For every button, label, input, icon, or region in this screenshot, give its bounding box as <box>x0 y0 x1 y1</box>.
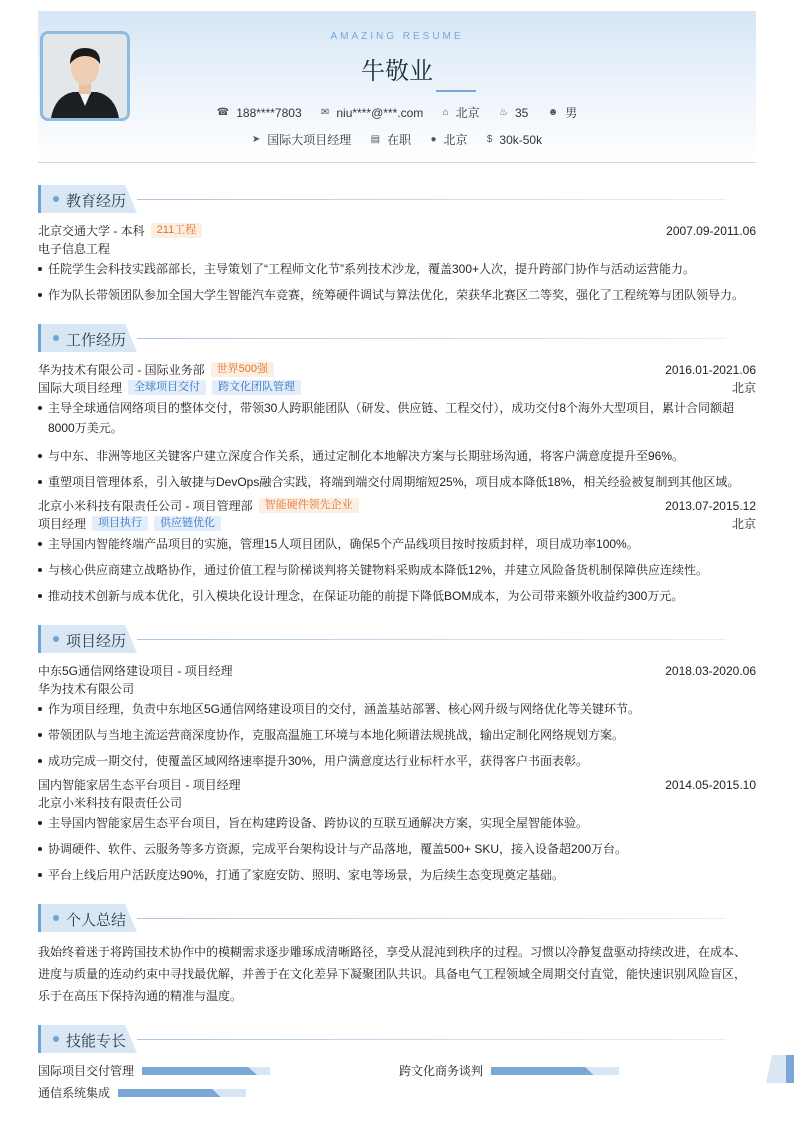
work-date: 2013.07-2015.12 <box>665 499 756 513</box>
skill-bar-fill <box>118 1089 220 1097</box>
project-company: 华为技术有限公司 <box>38 682 135 696</box>
project-bullet: 主导国内智能家居生态平台项目，旨在构建跨设备、跨协议的互联互通解决方案，实现全屋智能体验。 <box>38 813 756 833</box>
company-name: 北京小米科技有限责任公司 - 项目管理部 <box>38 499 253 513</box>
skill-name: 跨文化商务谈判 <box>399 1064 484 1078</box>
section-dot <box>53 335 59 341</box>
resume-subtitle: AMAZING RESUME <box>330 31 464 42</box>
contact-phone <box>217 106 302 120</box>
job-salary <box>487 133 542 147</box>
company-name: 华为技术有限公司 - 国际业务部 <box>38 363 205 377</box>
role-tag: 全球项目交付 <box>128 380 206 395</box>
school-name: 北京交通大学 - 本科 <box>38 224 145 238</box>
section-title: 个人总结 <box>66 912 127 929</box>
corner-decoration <box>766 1055 794 1083</box>
candidate-name: 牛敬业 <box>361 58 433 85</box>
contact-age <box>499 106 528 120</box>
contact-city <box>443 104 480 121</box>
skill-name: 通信系统集成 <box>38 1086 111 1100</box>
role-tag: 跨文化团队管理 <box>212 380 301 395</box>
contact-gender <box>548 104 578 121</box>
education-date: 2007.09-2011.06 <box>666 224 756 238</box>
company-tag: 世界500强 <box>211 362 274 377</box>
skill-item <box>38 1085 258 1101</box>
section-title: 教育经历 <box>66 193 127 210</box>
section-dot <box>53 636 59 642</box>
skill-bar-fill <box>142 1067 257 1075</box>
job-title-text: 国际大项目经理 <box>267 133 352 147</box>
mail-icon: ✉ <box>320 107 330 118</box>
project-title: 中东5G通信网络建设项目 - 项目经理 <box>38 664 233 678</box>
job-salary-text: 30k-50k <box>499 132 543 147</box>
skill-bar <box>142 1067 270 1075</box>
company-tag: 智能硬件领先企业 <box>259 498 359 513</box>
work-bullet: 主导全球通信网络项目的整体交付，带领30人跨职能团队（研发、供应链、工程交付），成功交付8个海外大型项目，累计合同额超8000万美元。 <box>38 398 756 438</box>
gender-text: 男 <box>565 106 578 120</box>
work-bullet: 与核心供应商建立战略协作，通过价值工程与阶梯谈判将关键物料采购成本降低12%，并建立风险备货机制保障供应连续性。 <box>38 560 756 580</box>
resume-header <box>38 11 756 163</box>
summary-text: 我始终着迷于将跨国技术协作中的模糊需求逐步雕琢成清晰路径，享受从混沌到秩序的过程。习惯以冷静复盘驱动持续改进，在成本、进度与质量的连动约束中寻找最优解，并善于在文化差异下凝聚团队共识。具备电气工程领域全周期交付直觉，能快速识别风险盲区，乐于在高压下保持沟通的精准与温度。 <box>38 945 747 1003</box>
section-dot <box>53 196 59 202</box>
work-header <box>38 498 756 514</box>
role-tag: 供应链优化 <box>154 516 221 531</box>
skill-item <box>38 1063 278 1079</box>
job-location-text: 北京 <box>443 133 468 147</box>
name-underline <box>436 90 476 92</box>
role-tag: 项目执行 <box>92 516 148 531</box>
project-header <box>38 777 756 793</box>
education-header <box>38 223 756 239</box>
section-dot <box>53 1036 59 1042</box>
email-text: niu****@***.com <box>336 105 424 120</box>
section-divider <box>137 1039 726 1040</box>
section-divider <box>137 199 726 200</box>
work-header <box>38 362 756 378</box>
skill-bar <box>118 1089 246 1097</box>
contact-row <box>38 104 756 121</box>
job-intent-row <box>38 131 756 148</box>
section-divider <box>137 918 726 919</box>
section-summary <box>38 904 756 932</box>
work-city: 北京 <box>731 517 756 531</box>
work-bullet: 推动技术创新与成本优化，引入模块化设计理念，在保证功能的前提下降低BOM成本，为公司带来额外收益约300万元。 <box>38 586 756 606</box>
work-role-row <box>38 380 756 396</box>
job-location <box>430 131 467 148</box>
city-text: 北京 <box>455 106 480 120</box>
project-company: 北京小米科技有限责任公司 <box>38 796 183 810</box>
home-icon: ⌂ <box>442 107 449 118</box>
education-major: 电子信息工程 <box>38 242 111 256</box>
work-date: 2016.01-2021.06 <box>665 363 756 377</box>
contact-email <box>321 106 423 120</box>
work-role-row <box>38 516 756 532</box>
school-tag: 211工程 <box>151 223 203 238</box>
phone-icon: ☎ <box>216 107 230 118</box>
job-status <box>371 131 411 148</box>
project-bullet: 作为项目经理，负责中东地区5G通信网络建设项目的交付，涵盖基站部署、核心网升级与网络优化等关键环节。 <box>38 699 756 719</box>
location-icon: ● <box>430 134 437 145</box>
age-text: 35 <box>514 105 529 120</box>
skill-item <box>399 1063 629 1079</box>
cake-icon: ♨ <box>499 107 508 118</box>
job-status-text: 在职 <box>387 133 412 147</box>
skill-name: 国际项目交付管理 <box>38 1064 135 1078</box>
briefcase-icon: ▤ <box>370 134 381 145</box>
work-bullet: 与中东、非洲等地区关键客户建立深度合作关系，通过定制化本地解决方案与长期驻场沟通，将客户满意度提升至96%。 <box>38 446 756 466</box>
job-title <box>252 131 351 148</box>
skill-bar-fill <box>491 1067 593 1075</box>
role-name: 项目经理 <box>38 517 87 531</box>
project-bullet: 成功完成一期交付，使覆盖区域网络速率提升30%，用户满意度达行业标杆水平，获得客户书面表彰。 <box>38 751 756 771</box>
salary-icon: $ <box>486 134 493 145</box>
project-header <box>38 663 756 679</box>
section-divider <box>137 338 726 339</box>
section-work <box>38 324 756 352</box>
skill-bar <box>491 1067 619 1075</box>
project-date: 2014.05-2015.10 <box>665 778 756 792</box>
section-education <box>38 185 756 213</box>
phone-text: 188****7803 <box>236 105 302 120</box>
project-bullet: 协调硬件、软件、云服务等多方资源，完成平台架构设计与产品落地，覆盖500+ SKU，接入设备超200万台。 <box>38 839 756 859</box>
project-bullet: 平台上线后用户活跃度达90%，打通了家庭安防、照明、家电等场景，为后续生态变现奠定基础。 <box>38 865 756 885</box>
face-icon: ☻ <box>547 107 559 118</box>
project-bullet: 带领团队与当地主流运营商深度协作，克服高温施工环境与本地化频谱法规挑战，输出定制化网络规划方案。 <box>38 725 756 745</box>
send-icon: ➤ <box>251 134 261 145</box>
work-city: 北京 <box>731 381 756 395</box>
work-bullet: 重塑项目管理体系，引入敏捷与DevOps融合实践，将端到端交付周期缩短25%，项目成本降低18%，相关经验被复制到其他区域。 <box>38 472 756 492</box>
project-title: 国内智能家居生态平台项目 - 项目经理 <box>38 778 241 792</box>
role-name: 国际大项目经理 <box>38 381 123 395</box>
education-bullet: 任院学生会科技实践部部长，主导策划了“工程师文化节”系列技术沙龙，覆盖300+人次，提升跨部门协作与活动运营能力。 <box>38 259 756 279</box>
education-bullet: 作为队长带领团队参加全国大学生智能汽车竞赛，统筹硬件调试与算法优化，荣获华北赛区二等奖，强化了工程统筹与团队领导力。 <box>38 285 756 305</box>
section-dot <box>53 915 59 921</box>
project-date: 2018.03-2020.06 <box>665 664 756 678</box>
work-bullet: 主导国内智能终端产品项目的实施，管理15人项目团队，确保5个产品线项目按时按质封样，项目成功率100%。 <box>38 534 756 554</box>
section-projects <box>38 625 756 653</box>
section-divider <box>137 639 726 640</box>
section-title: 工作经历 <box>66 332 127 349</box>
section-skills <box>38 1025 756 1053</box>
section-title: 项目经历 <box>66 633 127 650</box>
section-title: 技能专长 <box>66 1033 127 1050</box>
